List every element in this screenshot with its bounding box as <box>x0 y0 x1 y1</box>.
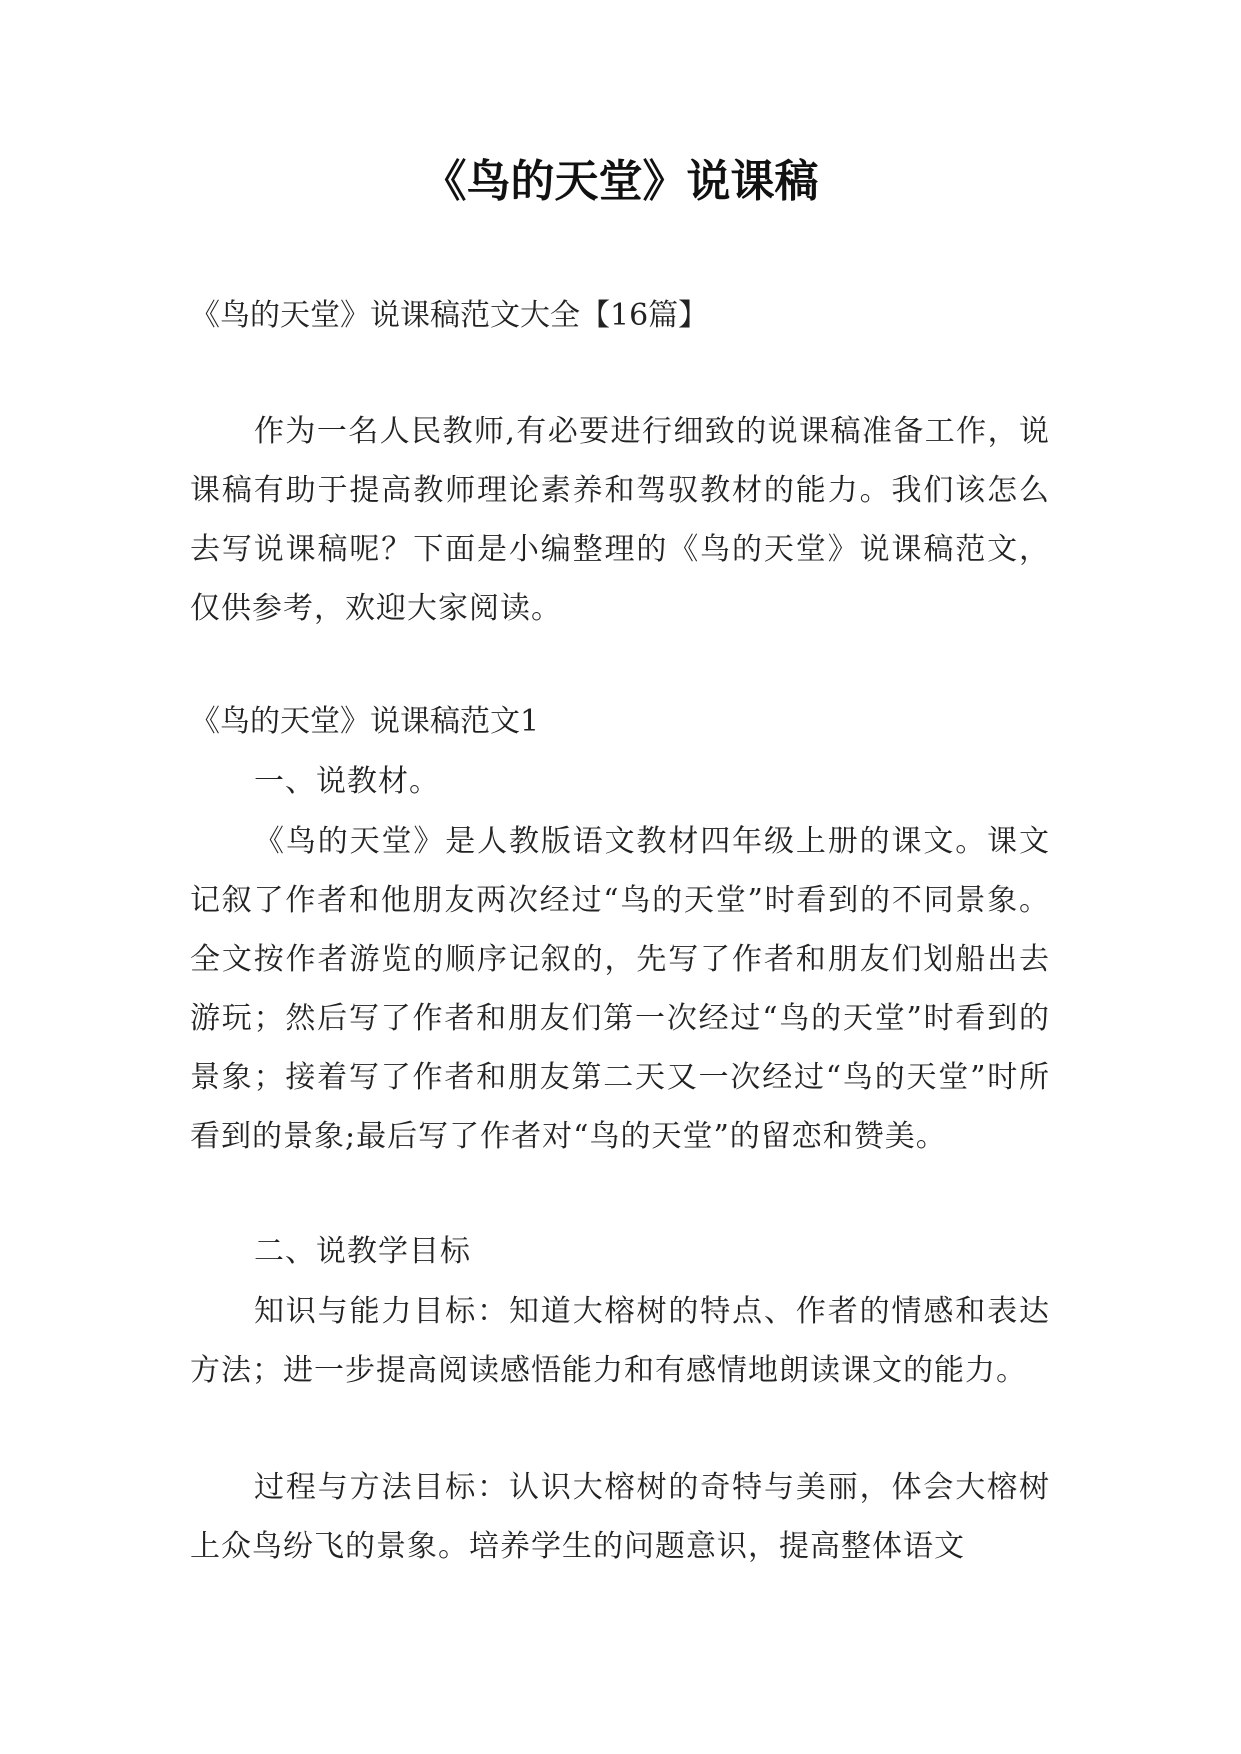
document-title: 《鸟的天堂》说课稿 <box>422 156 819 207</box>
paragraph-teaching-material: 《鸟的天堂》是人教版语文教材四年级上册的课文。课文记叙了作者和他朋友两次经过“鸟的天堂”时看到的不同景象。全文按作者游览的顺序记叙的，先写了作者和朋友们划船出去游玩；然后写了作者和朋友们第一次经过“鸟的天堂”时看到的景象；接着写了作者和朋友第二天又一次经过“鸟的天堂”时所看到的景象;最后写了作者对“鸟的天堂”的留恋和赞美。 <box>190 824 1050 1154</box>
document-subtitle: 《鸟的天堂》说课稿范文大全【16篇】 <box>190 298 709 333</box>
heading-teaching-material: 一、说教材。 <box>254 764 440 799</box>
heading-teaching-goals: 二、说教学目标 <box>254 1234 471 1269</box>
paragraph-process-goals: 过程与方法目标：认识大榕树的奇特与美丽，体会大榕树上众鸟纷飞的景象。培养学生的问题意识，提高整体语文 <box>190 1470 1050 1564</box>
intro-paragraph: 作为一名人民教师,有必要进行细致的说课稿准备工作，说课稿有助于提高教师理论素养和驾驭教材的能力。我们该怎么去写说课稿呢？下面是小编整理的《鸟的天堂》说课稿范文，仅供参考，欢迎大家阅读。 <box>190 414 1050 626</box>
section-title: 《鸟的天堂》说课稿范文1 <box>190 704 540 739</box>
paragraph-knowledge-goals: 知识与能力目标：知道大榕树的特点、作者的情感和表达方法；进一步提高阅读感悟能力和有感情地朗读课文的能力。 <box>190 1294 1050 1388</box>
